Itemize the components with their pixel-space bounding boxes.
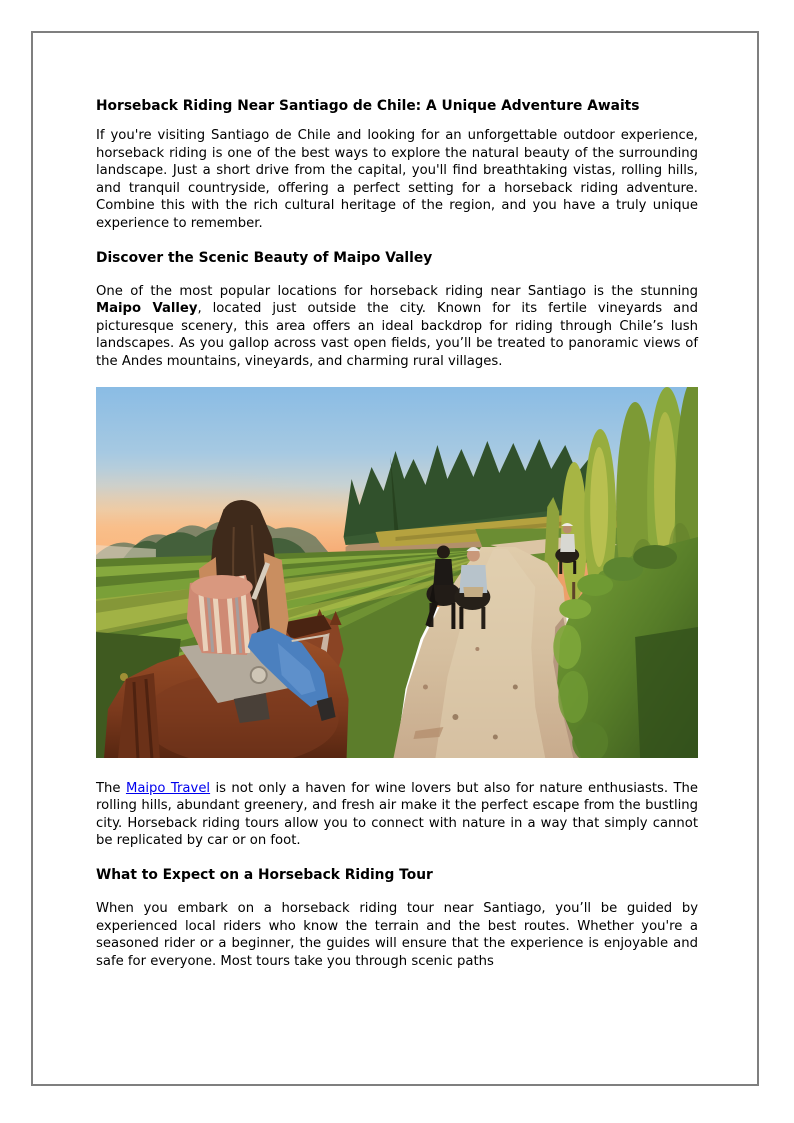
section-heading-what-to-expect: What to Expect on a Horseback Riding Tour [96,866,433,883]
document-content [96,97,698,986]
photo-scene [96,387,698,758]
maipo-travel-paragraph [96,780,698,850]
article-photo [96,387,698,758]
article-title: Horseback Riding Near Santiago de Chile: A Unique Adventure Awaits [96,98,640,114]
paragraph-text: The [96,780,126,796]
maipo-valley-paragraph [96,283,698,371]
bold-text-maipo-valley: Maipo Valley [96,301,198,317]
maipo-travel-link[interactable]: Maipo Travel [125,780,211,796]
paragraph-text: One of the most popular locations for horseback riding near Santiago is the stunning [96,283,698,299]
paragraph-text: is not only a haven for wine lovers but also for nature enthusiasts. The rolling hills, abundant greenery, and fresh air make it the perfect escape from the bustling city. Horseback riding tours allow you to connect with nature in a way that simply cannot be replicated by car or on foot. [96,780,698,849]
section-heading-maipo-valley: Discover the Scenic Beauty of Maipo Valley [96,249,433,266]
paragraph-text: , located just outside the city. Known for its fertile vineyards and picturesque scenery, this area offers an ideal backdrop for riding through Chile’s lush landscapes. As you gallop across vast open fields, you’ll be treated to panoramic views of the Andes mountains, vineyards, and charming rural villages. [96,301,698,369]
intro-paragraph: If you're visiting Santiago de Chile and looking for an unforgettable outdoor experience, horseback riding is one of the best ways to explore the natural beauty of the surrounding landscape. Just a short drive from the capital, you'll find breathtaking vistas, rolling hills, and tranquil countryside, offering a perfect setting for a horseback riding adventure. Combine this with the rich cultural heritage of the region, and you have a truly unique experience to remember. [96,128,698,231]
expect-paragraph: When you embark on a horseback riding tour near Santiago, you’ll be guided by experienced local riders who know the terrain and the best routes. Whether you're a seasoned rider or a beginner, the guides will ensure that the experience is enjoyable and safe for everyone. Most tours take you through scenic paths [96,900,698,969]
